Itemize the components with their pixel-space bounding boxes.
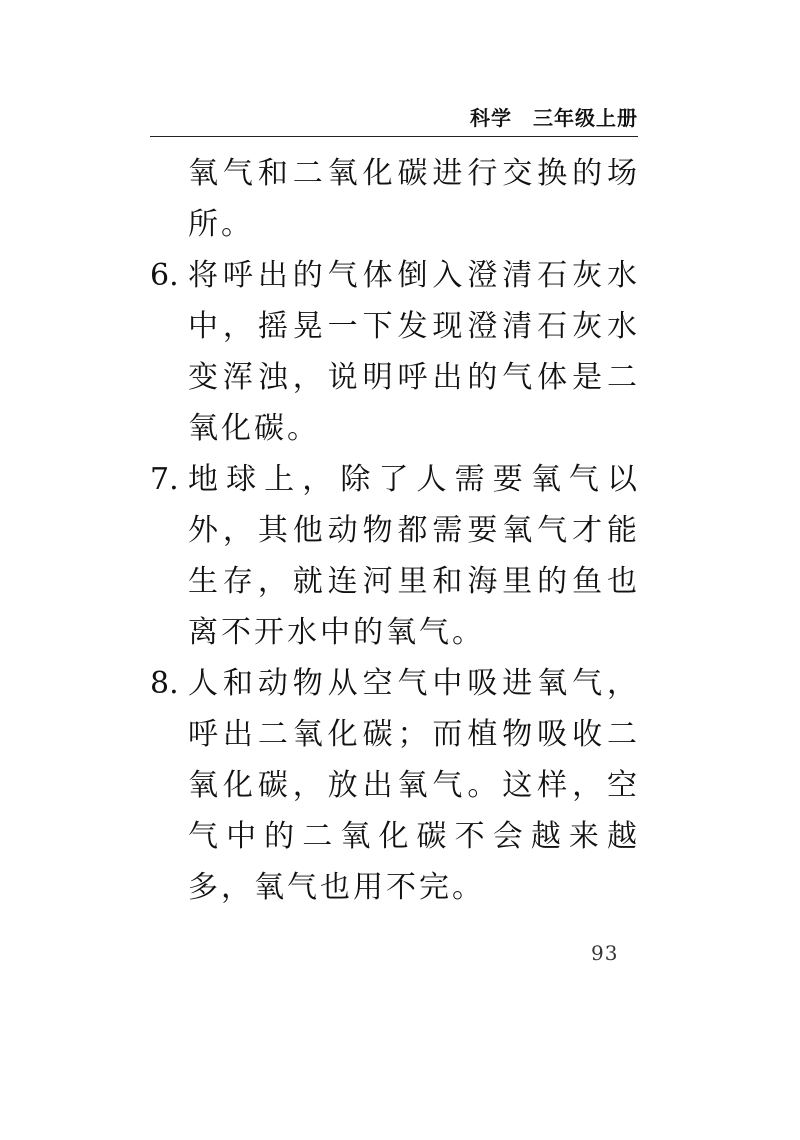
page-number: 93 xyxy=(591,941,619,965)
answer-item-6 xyxy=(150,250,640,454)
item-number: 6. xyxy=(150,258,179,293)
header-title: 科学 三年级上册 xyxy=(470,106,638,130)
item-text: 人和动物从空气中吸进氧气，呼出二氧化碳；而植物吸收二氧化碳，放出氧气。这样，空气中的二氧化碳不会越来越多，氧气也用不完。 xyxy=(188,666,640,905)
answer-item-8 xyxy=(150,658,640,913)
item-text: 将呼出的气体倒入澄清石灰水中，摇晃一下发现澄清石灰水变浑浊，说明呼出的气体是二氧化碳。 xyxy=(188,258,640,446)
page-content xyxy=(150,148,640,913)
item-text: 地球上，除了人需要氧气以外，其他动物都需要氧气才能生存，就连河里和海里的鱼也离不开水中的氧气。 xyxy=(188,462,640,650)
answer-item-continuation xyxy=(150,148,640,250)
item-number: 7. xyxy=(150,462,179,497)
answer-item-7 xyxy=(150,454,640,658)
page-header xyxy=(150,98,638,137)
item-text: 氧气和二氧化碳进行交换的场所。 xyxy=(188,156,640,242)
item-number: 8. xyxy=(150,666,179,701)
